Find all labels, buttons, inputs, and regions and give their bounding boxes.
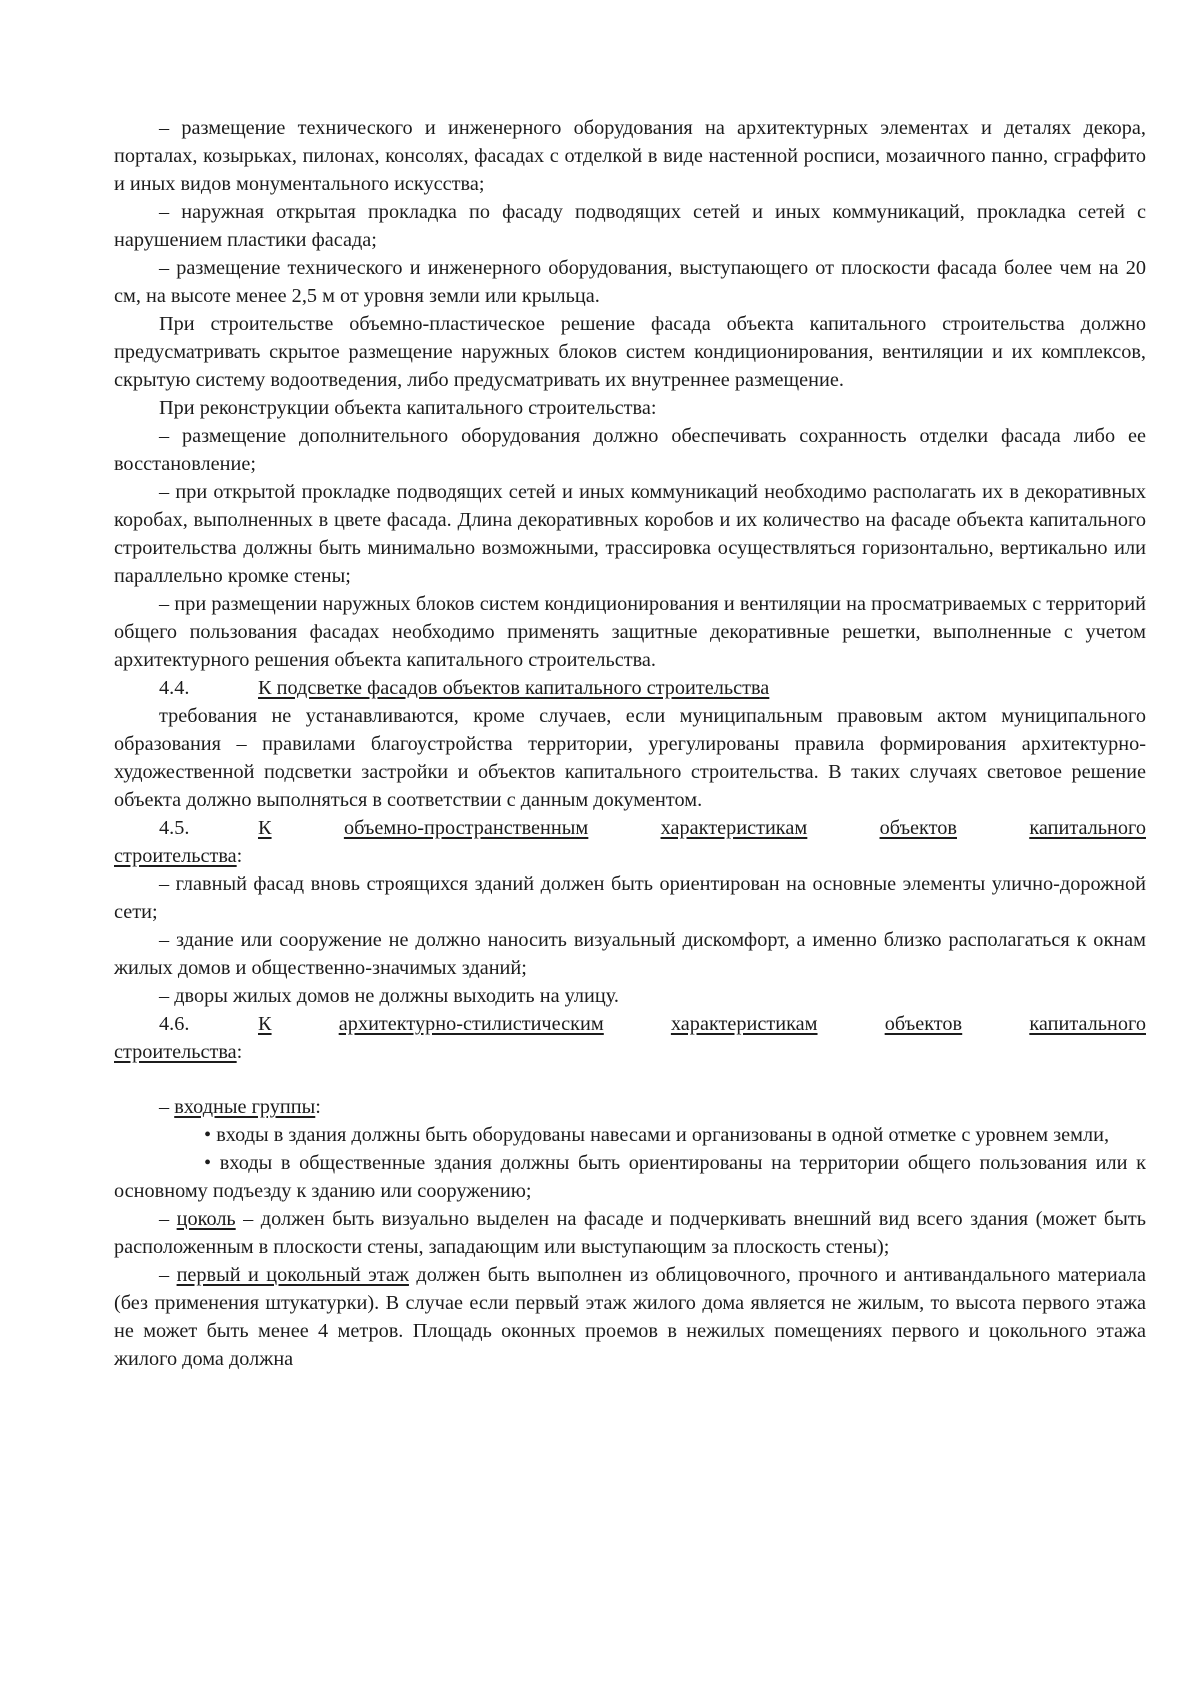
punctuation: : xyxy=(315,1096,321,1118)
bullet-item xyxy=(114,1149,1146,1205)
section-title-word: характеристикам xyxy=(670,1013,818,1035)
section-title-continuation xyxy=(114,1038,1146,1066)
punctuation: : xyxy=(236,1041,243,1063)
bullet-item xyxy=(114,1121,1146,1149)
paragraph: – размещение дополнительного оборудования должно обеспечивать сохранность отделки фасада либо ее восстановление; xyxy=(114,425,1146,475)
section-title-word: капитального xyxy=(1029,817,1146,839)
underlined-term: цоколь xyxy=(176,1208,236,1230)
paragraph xyxy=(114,1261,1146,1373)
paragraph: – наружная открытая прокладка по фасаду подводящих сетей и иных коммуникаций, прокладка сетей с нарушением пластики фасада; xyxy=(114,201,1146,251)
section-heading-4-4 xyxy=(114,674,1146,702)
section-title-word: строительства xyxy=(114,1041,237,1063)
section-title-word: К xyxy=(258,817,272,839)
paragraph: При строительстве объемно-пластическое решение фасада объекта капитального строительства должно предусматривать скрытое размещение наружных блоков систем кондиционирования, вентиляции и их комплексов, скрытую систему водоотведения, либо предусматривать их внутреннее размещение. xyxy=(114,313,1146,391)
paragraph xyxy=(114,1093,1146,1121)
bullet-icon: • xyxy=(204,1124,212,1146)
dash: – xyxy=(159,1096,175,1118)
section-title-word: строительства xyxy=(114,845,237,867)
section-number: 4.5. xyxy=(159,817,190,839)
paragraph-text: должен быть выполнен из облицовочного, прочного и антивандального материала (без применения штукатурки). В случае если первый этаж жилого дома является не жилым, то высота первого этажа не может быть менее 4 метров. Площадь оконных проемов в нежилых помещениях первого и цокольного этажа жилого дома должна xyxy=(114,1264,1146,1370)
paragraph: При реконструкции объекта капитального строительства: xyxy=(159,397,657,419)
paragraph-text: – должен быть визуально выделен на фасаде и подчеркивать внешний вид всего здания (может быть расположенным в плоскости стены, западающим или выступающим за плоскость стены); xyxy=(114,1208,1146,1258)
section-title-word: капитального xyxy=(1029,1013,1146,1035)
dash: – xyxy=(159,1264,177,1286)
paragraph: – при размещении наружных блоков систем кондиционирования и вентиляции на просматриваемых с территорий общего пользования фасадах необходимо применять защитные декоративные решетки, выполненные с учетом архитектурного решения объекта капитального строительства. xyxy=(114,593,1146,671)
bullet-icon: • xyxy=(204,1152,212,1174)
underlined-term: входные группы xyxy=(174,1096,316,1118)
paragraph: – размещение технического и инженерного оборудования на архитектурных элементах и деталях декора, порталах, козырьках, пилонах, консолях, фасадах с отделкой в виде настенной росписи, мозаичного панно, сграффито и иных видов монументального искусства; xyxy=(114,117,1146,195)
section-title-continuation xyxy=(114,842,1146,870)
bullet-text: входы в общественные здания должны быть ориентированы на территории общего пользования или к основному подъезду к зданию или сооружению; xyxy=(114,1152,1146,1202)
bullet-text: входы в здания должны быть оборудованы навесами и организованы в одной отметке с уровнем земли, xyxy=(216,1124,1110,1146)
paragraph: – дворы жилых домов не должны выходить на улицу. xyxy=(159,985,619,1007)
paragraph: – главный фасад вновь строящихся зданий должен быть ориентирован на основные элементы улично-дорожной сети; xyxy=(114,873,1146,923)
section-number: 4.6. xyxy=(159,1013,190,1035)
paragraph: – размещение технического и инженерного оборудования, выступающего от плоскости фасада более чем на 20 см, на высоте менее 2,5 м от уровня земли или крыльца. xyxy=(114,257,1146,307)
section-title-word: архитектурно-стилистическим xyxy=(338,1013,604,1035)
paragraph: – при открытой прокладке подводящих сетей и иных коммуникаций необходимо располагать их в декоративных коробах, выполненных в цвете фасада. Длина декоративных коробов и их количество на фасаде объекта капитального строительства должны быть минимально возможными, трассировка осуществляться горизонтально, вертикально или параллельно кромке стены; xyxy=(114,481,1146,587)
section-title-word: объектов xyxy=(879,817,957,839)
paragraph: – здание или сооружение не должно наносить визуальный дискомфорт, а именно близко располагаться к окнам жилых домов и общественно-значимых зданий; xyxy=(114,929,1146,979)
section-number: 4.4. xyxy=(159,677,190,699)
punctuation: : xyxy=(236,845,243,867)
dash: – xyxy=(159,1208,177,1230)
section-title-word: К xyxy=(258,1013,272,1035)
section-title: К подсветке фасадов объектов капитального строительства xyxy=(258,677,770,699)
document-page xyxy=(114,114,1146,1373)
section-title xyxy=(258,1010,1146,1038)
section-heading-4-5 xyxy=(114,814,1146,842)
underlined-term: первый и цокольный этаж xyxy=(176,1264,409,1286)
section-title xyxy=(258,814,1146,842)
section-title-word: объектов xyxy=(884,1013,963,1035)
paragraph: требования не устанавливаются, кроме случаев, если муниципальным правовым актом муниципального образования – правилами благоустройства территории, урегулированы правила формирования архитектурно-художественной подсветки застройки и объектов капитального строительства. В таких случаях световое решение объекта должно выполняться в соответствии с данным документом. xyxy=(114,705,1146,811)
paragraph xyxy=(114,1205,1146,1261)
section-heading-4-6 xyxy=(114,1010,1146,1038)
section-title-word: объемно-пространственным xyxy=(343,817,589,839)
section-title-word: характеристикам xyxy=(660,817,808,839)
